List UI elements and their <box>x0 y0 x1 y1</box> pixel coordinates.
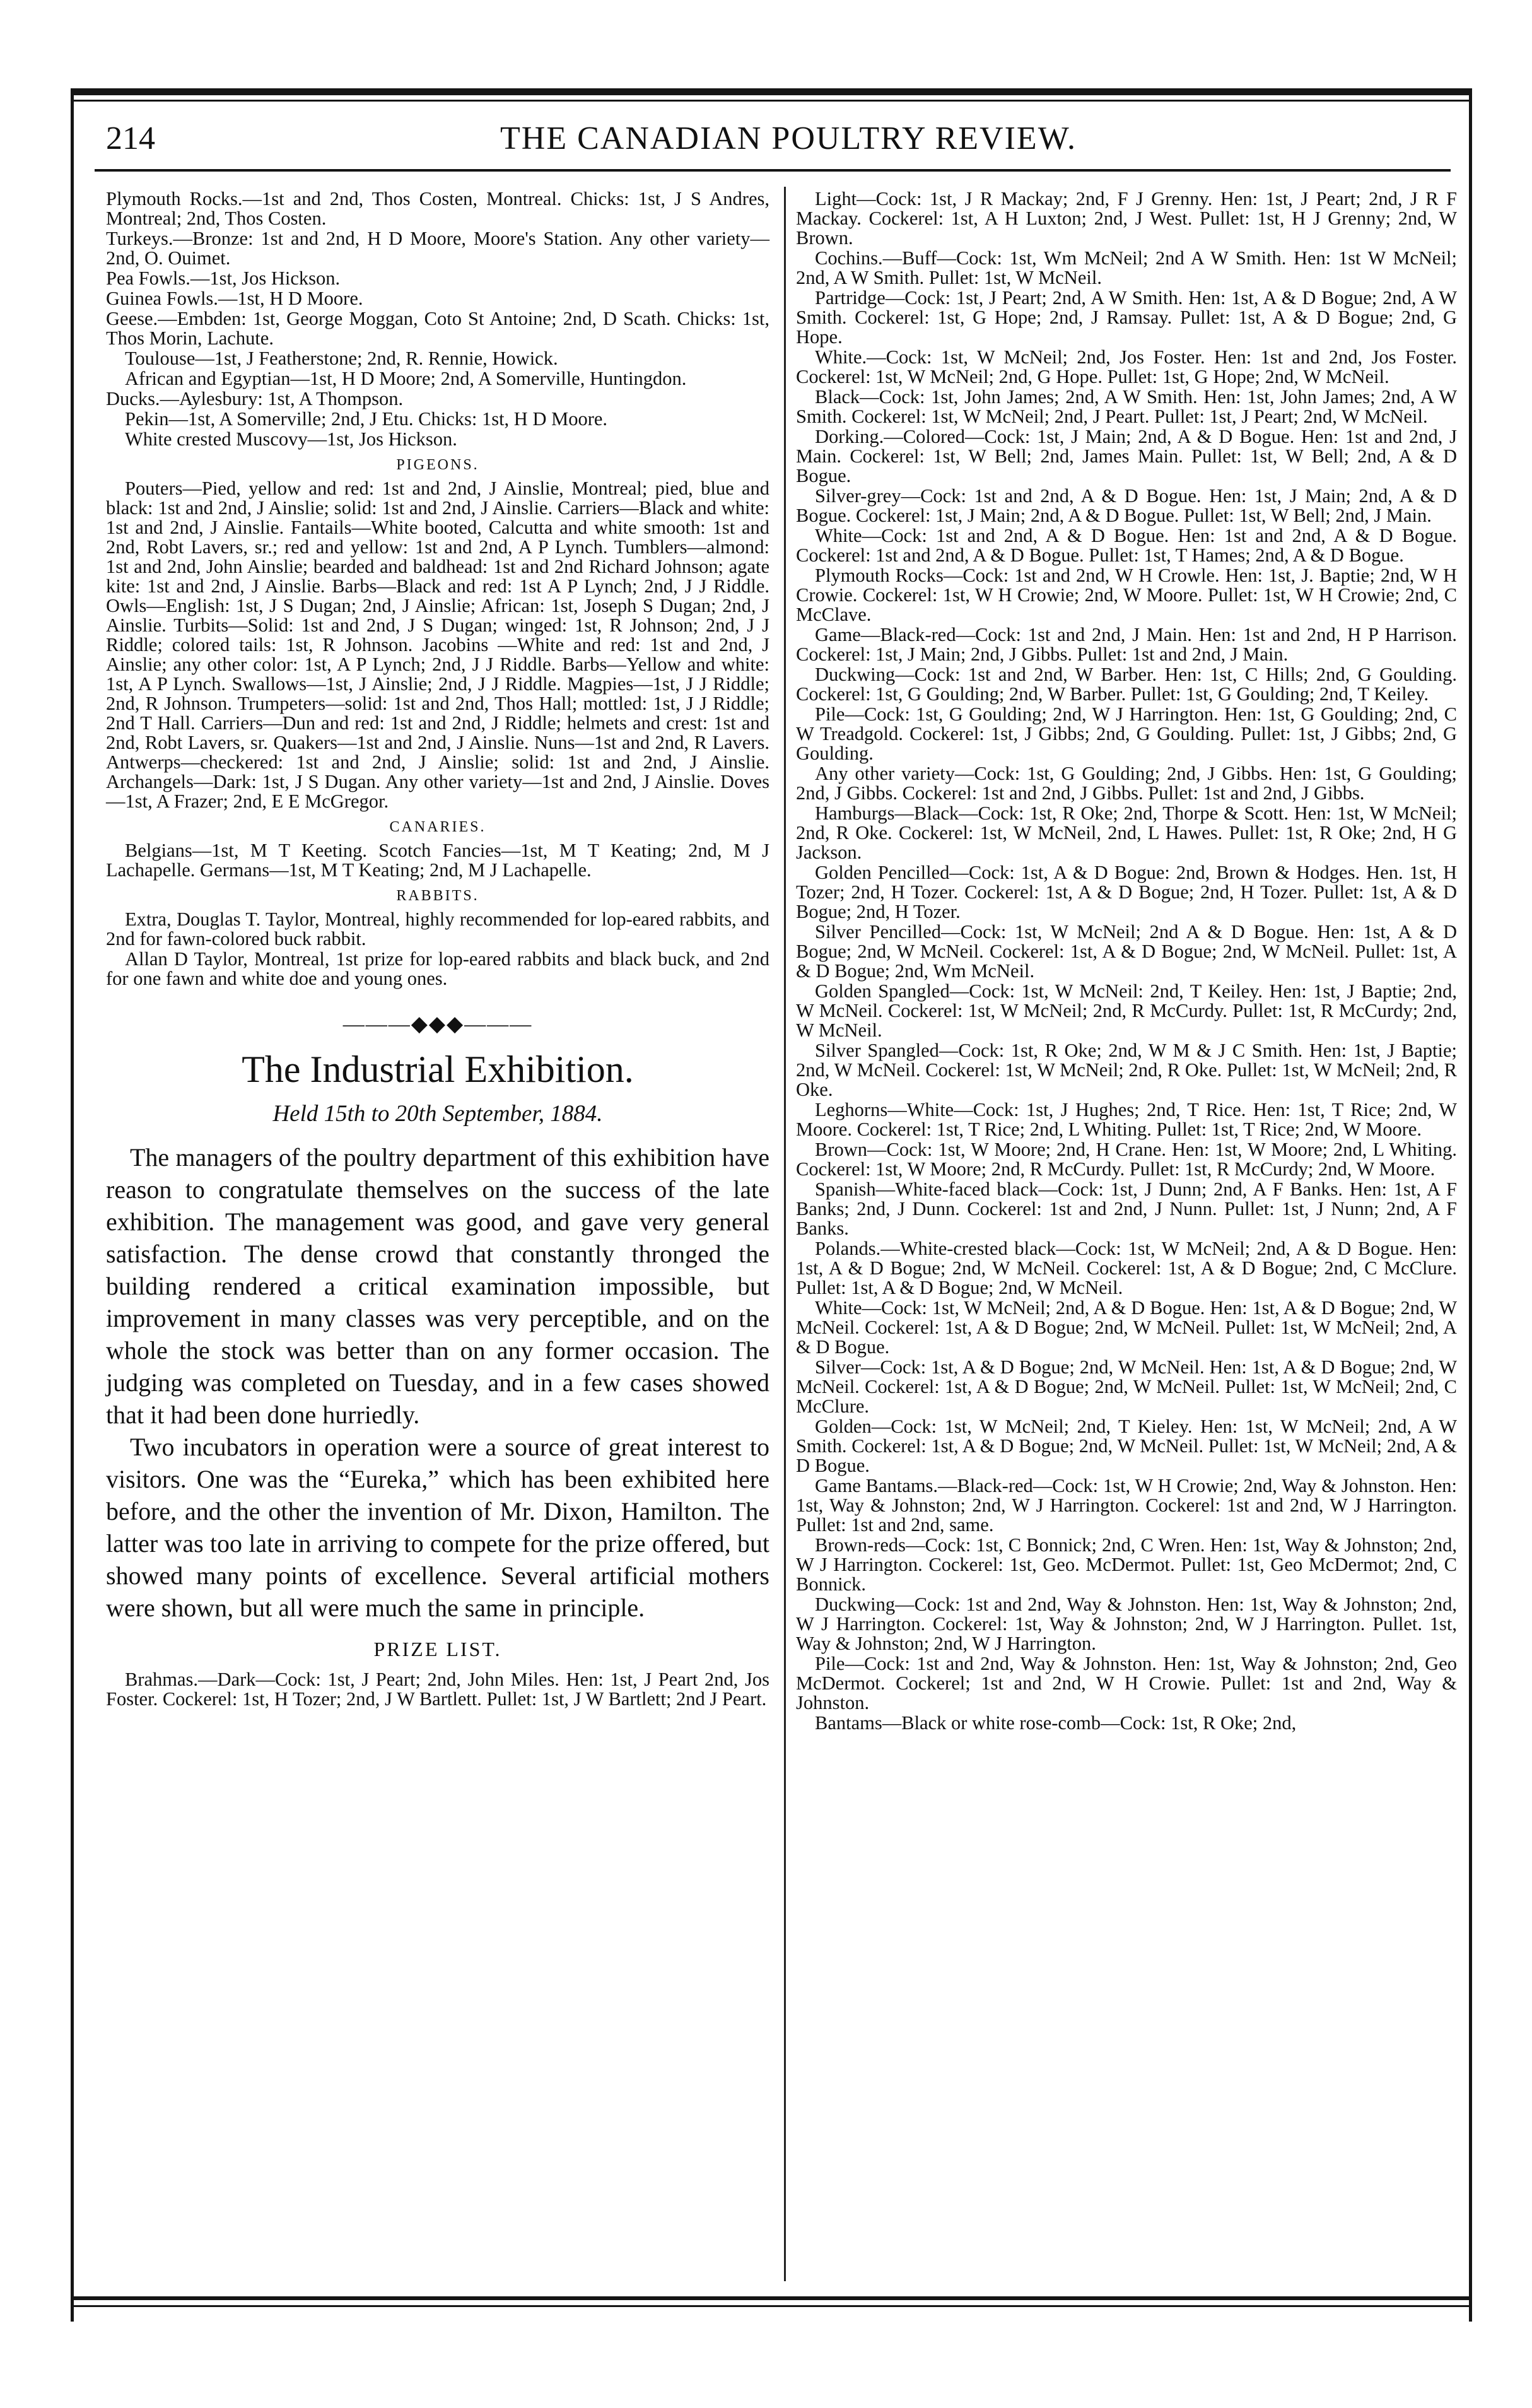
prize-result-paragraph: Silver-grey—Cock: 1st and 2nd, A & D Bogue. Hen: 1st, J Main; 2nd, A & D Bogue. Cockerel: 1st, J Main; 2nd, A & D Bogue. Pullet: 1st, W Bell; 2nd, J Main. <box>796 485 1457 526</box>
prize-result-paragraph: Dorking.—Colored—Cock: 1st, J Main; 2nd, A & D Bogue. Hen: 1st and 2nd, J Main. Cockerel: 1st, W Bell; 2nd, James Main. Pullet: 1st, W Bell; 2nd, A & D Bogue. <box>796 426 1457 486</box>
prize-result-paragraph: Silver Spangled—Cock: 1st, R Oke; 2nd, W M & J C Smith. Hen: 1st, J Baptie; 2nd, W McNeil. Cockerel: 1st, W McNeil; 2nd, R Oke. Pullet: 1st, W McNeil; 2nd, R Oke. <box>796 1040 1457 1100</box>
result-paragraph: Turkeys.—Bronze: 1st and 2nd, H D Moore, Moore's Station. Any other variety—2nd, O. Ouimet. <box>106 228 769 269</box>
result-paragraph: Guinea Fowls.—1st, H D Moore. <box>106 288 363 309</box>
prize-result-paragraph: Light—Cock: 1st, J R Mackay; 2nd, F J Grenny. Hen: 1st, J Peart; 2nd, J R F Mackay. Cockerel: 1st, A H Luxton; 2nd, J West. Pullet: 1st, H J Grenny; 2nd, W Brown. <box>796 188 1457 249</box>
brahmas-text: Brahmas.—Dark—Cock: 1st, J Peart; 2nd, John Miles. Hen: 1st, J Peart 2nd, Jos Foster. Cockerel: 1st, H Tozer; 2nd, J W Bartlett. Pullet: 1st, J W Bartlett; 2nd J Peart. <box>106 1669 769 1710</box>
top-border-rule <box>71 88 1472 95</box>
canaries-section <box>106 841 769 880</box>
result-paragraph: African and Egyptian—1st, H D Moore; 2nd, A Somerville, Huntingdon. <box>125 368 687 389</box>
right-border-rule <box>1469 88 1472 2322</box>
prize-result-paragraph: White.—Cock: 1st, W McNeil; 2nd, Jos Foster. Hen: 1st and 2nd, Jos Foster. Cockerel: 1st, W McNeil; 2nd, G Hope. Pullet: 1st, G Hope; 2nd, W McNeil. <box>796 346 1457 387</box>
prize-results-list <box>796 189 1457 1733</box>
prize-result-paragraph: Duckwing—Cock: 1st and 2nd, Way & Johnston. Hen: 1st, Way & Johnston; 2nd, W J Harrington. Cockerel: 1st, Way & Johnston; 2nd, W J Harrington. Pullet. 1st, Way & Johnston; 2nd, W J Harrington. <box>796 1594 1457 1654</box>
rabbits-paragraph: Allan D Taylor, Montreal, 1st prize for lop-eared rabbits and black buck, and 2nd for one fawn and white doe and young ones. <box>106 948 769 989</box>
prize-result-paragraph: Duckwing—Cock: 1st and 2nd, W Barber. Hen: 1st, C Hills; 2nd, G Goulding. Cockerel: 1st, G Goulding; 2nd, W Barber. Pullet: 1st, G Goulding; 2nd, T Keiley. <box>796 664 1457 705</box>
page-number: 214 <box>106 120 155 156</box>
prize-result-paragraph: Cochins.—Buff—Cock: 1st, Wm McNeil; 2nd A W Smith. Hen: 1st W McNeil; 2nd, A W Smith. Pullet: 1st, W McNeil. <box>796 247 1457 288</box>
article-dateline: Held 15th to 20th September, 1884. <box>272 1101 603 1127</box>
pigeons-section <box>106 479 769 811</box>
result-paragraph: Pea Fowls.—1st, Jos Hickson. <box>106 267 341 289</box>
section-ornament: ———◆◆◆——— <box>342 1013 533 1036</box>
rabbits-paragraph: Extra, Douglas T. Taylor, Montreal, highly recommended for lop-eared rabbits, and 2nd for fawn-colored buck rabbit. <box>106 908 769 949</box>
prize-result-paragraph: Bantams—Black or white rose-comb—Cock: 1st, R Oke; 2nd, <box>815 1712 1297 1734</box>
pigeons-heading: PIGEONS. <box>396 457 479 473</box>
prize-result-paragraph: Partridge—Cock: 1st, J Peart; 2nd, A W Smith. Hen: 1st, A & D Bogue; 2nd, A W Smith. Cockerel: 1st, G Hope; 2nd, J Ramsay. Pullet: 1st, A & D Bogue; 2nd, G Hope. <box>796 287 1457 348</box>
canaries-text: Belgians—1st, M T Keeting. Scotch Fancies—1st, M T Keating; 2nd, M J Lachapelle. Germans—1st, M T Keating; 2nd, M J Lachapelle. <box>106 840 769 881</box>
prize-result-paragraph: White—Cock: 1st, W McNeil; 2nd, A & D Bogue. Hen: 1st, A & D Bogue; 2nd, W McNeil. Cockerel: 1st, A & D Bogue; 2nd, W McNeil. Pullet: 1st, W McNeil; 2nd, A & D Bogue. <box>796 1297 1457 1358</box>
prize-result-paragraph: Spanish—White-faced black—Cock: 1st, J Dunn; 2nd, A F Banks. Hen: 1st, A F Banks; 2nd, J Dunn. Cockerel: 1st and 2nd, J Nunn. Pullet: 1st, J Nunn; 2nd, A F Banks. <box>796 1178 1457 1239</box>
result-paragraph: Plymouth Rocks.—1st and 2nd, Thos Costen, Montreal. Chicks: 1st, J S Andres, Montreal; 2nd, Thos Costen. <box>106 188 769 229</box>
result-paragraph: White crested Muscovy—1st, Jos Hickson. <box>125 428 457 450</box>
running-title: THE CANADIAN POULTRY REVIEW. <box>500 120 1077 156</box>
prize-result-paragraph: Golden Spangled—Cock: 1st, W McNeil: 2nd, T Keiley. Hen: 1st, J Baptie; 2nd, W McNeil. Cockerel: 1st, W McNeil; 2nd, R McCurdy. Pullet: 1st, R McCurdy; 2nd, W McNeil. <box>796 980 1457 1041</box>
article-body <box>106 1141 769 1624</box>
brahmas-section <box>106 1670 769 1709</box>
left-column <box>106 189 769 1710</box>
prize-result-paragraph: Brown-reds—Cock: 1st, C Bonnick; 2nd, C Wren. Hen: 1st, Way & Johnston; 2nd, W J Harrington. Cockerel: 1st, Geo. McDermot. Pullet: 1st, Geo McDermot; 2nd, C Bonnick. <box>796 1534 1457 1595</box>
prize-result-paragraph: Game—Black-red—Cock: 1st and 2nd, J Main. Hen: 1st and 2nd, H P Harrison. Cockerel: 1st, J Main; 2nd, J Gibbs. Pullet: 1st and 2nd, J Main. <box>796 624 1457 665</box>
rabbits-section <box>106 910 769 989</box>
pigeons-text: Pouters—Pied, yellow and red: 1st and 2nd, J Ainslie, Montreal; pied, blue and black: 1st and 2nd, J Ainslie; solid: 1st and 2nd, J Ainslie. Carriers—Black and white: 1st and 2nd, J Ainslie. Fantails—White booted, Calcutta and white smooth: 1st and 2nd, Robt Lavers, sr.; red and yellow: 1st and 2nd, A P Lynch. Tumblers—almond: 1st and 2nd, John Ainslie; bearded and baldhead: 1st and 2nd Richard Johnson; agate kite: 1st and 2nd, J Ainslie. Barbs—Black and red: 1st A P Lynch; 2nd, J J Riddle. Owls—English: 1st, J S Dugan; 2nd, J Ainslie; African: 1st, Joseph S Dugan; 2nd, J Ainslie. Turbits—Solid: 1st and 2nd, J S Dugan; winged: 1st, R Johnson; 2nd, J J Riddle; colored tails: 1st, R Johnson. Jacobins —White and red: 1st and 2nd, J Ainslie; any other color: 1st, A P Lynch; 2nd, J J Riddle. Barbs—Yellow and white: 1st, A P Lynch. Swallows—1st, J Ainslie; 2nd, J J Riddle. Magpies—1st, J J Riddle; 2nd, R Johnson. Trumpeters—solid: 1st and 2nd, Thos Hall; mottled: 1st, J J Riddle; 2nd T Hall. Carriers—Dun and red: 1st and 2nd, J Riddle; helmets and crest: 1st and 2nd, Robt Lavers, sr. Quakers—1st and 2nd, J Ainslie. Nuns—1st and 2nd, R Lavers. Antwerps—checkered: 1st and 2nd, J Ainslie; solid: 1st and 2nd, J Ainslie. Archangels—Dark: 1st, J S Dugan. Any other variety—1st and 2nd, J Ainslie. Doves—1st, A Frazer; 2nd, E E McGregor. <box>106 478 769 812</box>
prize-result-paragraph: White—Cock: 1st and 2nd, A & D Bogue. Hen: 1st and 2nd, A & D Bogue. Cockerel: 1st and 2nd, A & D Bogue. Pullet: 1st, T Hames; 2nd, A & D Bogue. <box>796 525 1457 566</box>
prize-result-paragraph: Game Bantams.—Black-red—Cock: 1st, W H Crowie; 2nd, Way & Johnston. Hen: 1st, Way & Johnston; 2nd, W J Harrington. Cockerel: 1st and 2nd, W J Harrington. Pullet: 1st and 2nd, same. <box>796 1475 1457 1536</box>
article-title: The Industrial Exhibition. <box>242 1048 634 1090</box>
top-border-rule-thin <box>71 100 1472 102</box>
right-column <box>796 189 1457 1734</box>
result-paragraph: Geese.—Embden: 1st, George Moggan, Coto St Antoine; 2nd, D Scath. Chicks: 1st, Thos Morin, Lachute. <box>106 308 769 349</box>
article-paragraph: The managers of the poultry department of this exhibition have reason to congratulate themselves on the success of the late exhibition. The management was good, and gave very general satisfaction. The dense crowd that constantly thronged the building rendered a critical examination impossible, but improvement in many classes was very perceptible, and on the whole the stock was better than on any former occasion. The judging was completed on Tuesday, and in a few cases showed that it had been done hurriedly. <box>106 1143 769 1429</box>
prize-result-paragraph: Golden—Cock: 1st, W McNeil; 2nd, T Kieley. Hen: 1st, W McNeil; 2nd, A W Smith. Cockerel: 1st, A & D Bogue; 2nd, W McNeil. Pullet: 1st, W McNeil; 2nd, A & D Bogue. <box>796 1416 1457 1476</box>
prize-result-paragraph: Brown—Cock: 1st, W Moore; 2nd, H Crane. Hen: 1st, W Moore; 2nd, L Whiting. Cockerel: 1st, W Moore; 2nd, R McCurdy. Pullet: 1st, R McCurdy; 2nd, W Moore. <box>796 1139 1457 1180</box>
prize-result-paragraph: Silver Pencilled—Cock: 1st, W McNeil; 2nd A & D Bogue. Hen: 1st, A & D Bogue; 2nd, W McNeil. Cockerel: 1st, A & D Bogue; 2nd, W McNeil. Pullet: 1st, A & D Bogue; 2nd, Wm McNeil. <box>796 921 1457 982</box>
prize-result-paragraph: Golden Pencilled—Cock: 1st, A & D Bogue: 2nd, Brown & Hodges. Hen. 1st, H Tozer; 2nd, H Tozer. Cockerel: 1st, A & D Bogue; 2nd, H Tozer. Pullet: 1st, A & D Bogue; 2nd, H Tozer. <box>796 862 1457 922</box>
left-border-rule <box>71 88 74 2322</box>
result-paragraph: Ducks.—Aylesbury: 1st, A Thompson. <box>106 388 404 409</box>
result-paragraph: Toulouse—1st, J Featherstone; 2nd, R. Rennie, Howick. <box>125 348 558 369</box>
prize-result-paragraph: Pile—Cock: 1st, G Goulding; 2nd, W J Harrington. Hen: 1st, G Goulding; 2nd, C W Treadgold. Cockerel: 1st, J Gibbs; 2nd, G Goulding. Pullet: 1st, J Gibbs; 2nd, G Goulding. <box>796 703 1457 764</box>
canaries-heading: CANARIES. <box>389 819 486 835</box>
prize-result-paragraph: Any other variety—Cock: 1st, G Goulding; 2nd, J Gibbs. Hen: 1st, G Goulding; 2nd, J Gibbs. Cockerel: 1st and 2nd, J Gibbs. Pullet: 1st and 2nd, J Gibbs. <box>796 763 1457 804</box>
article-paragraph: Two incubators in operation were a source of great interest to visitors. One was the “Eureka,” which has been exhibited here before, and the other the invention of Mr. Dixon, Hamilton. The latter was too late in arriving to compete for the prize offered, but showed many points of excellence. Several artificial mothers were shown, but all were much the same in principle. <box>106 1433 769 1622</box>
bottom-border-rule <box>71 2296 1472 2300</box>
prize-list-heading: PRIZE LIST. <box>373 1638 502 1660</box>
prize-result-paragraph: Leghorns—White—Cock: 1st, J Hughes; 2nd, T Rice. Hen: 1st, T Rice; 2nd, W Moore. Cockerel: 1st, T Rice; 2nd, L Whiting. Pullet: 1st, T Rice; 2nd, W Moore. <box>796 1099 1457 1140</box>
result-paragraph: Pekin—1st, A Somerville; 2nd, J Etu. Chicks: 1st, H D Moore. <box>125 408 608 430</box>
prize-result-paragraph: Pile—Cock: 1st and 2nd, Way & Johnston. Hen: 1st, Way & Johnston; 2nd, Geo McDermot. Cockerel; 1st and 2nd, W H Crowie. Pullet: 1st and 2nd, Way & Johnston. <box>796 1653 1457 1713</box>
rabbits-heading: RABBITS. <box>396 888 479 904</box>
prize-result-paragraph: Hamburgs—Black—Cock: 1st, R Oke; 2nd, Thorpe & Scott. Hen: 1st, W McNeil; 2nd, R Oke. Cockerel: 1st, W McNeil, 2nd, L Hawes. Pullet: 1st, R Oke; 2nd, H G Jackson. <box>796 802 1457 863</box>
poultry-results <box>106 189 769 449</box>
prize-result-paragraph: Plymouth Rocks—Cock: 1st and 2nd, W H Crowle. Hen: 1st, J. Baptie; 2nd, W H Crowie. Cockerel: 1st, W H Crowie; 2nd, W Moore. Pullet: 1st, W H Crowie; 2nd, C McClave. <box>796 565 1457 625</box>
column-divider <box>784 187 786 2281</box>
prize-result-paragraph: Silver—Cock: 1st, A & D Bogue; 2nd, W McNeil. Hen: 1st, A & D Bogue; 2nd, W McNeil. Cockerel: 1st, A & D Bogue; 2nd, W McNeil. Pullet: 1st, W McNeil; 2nd, C McClure. <box>796 1356 1457 1417</box>
bottom-border-rule-thin <box>71 2305 1472 2307</box>
prize-result-paragraph: Black—Cock: 1st, John James; 2nd, A W Smith. Hen: 1st, John James; 2nd, A W Smith. Cockerel: 1st, W McNeil; 2nd, J Peart. Pullet: 1st, J Peart; 2nd, W McNeil. <box>796 386 1457 427</box>
prize-result-paragraph: Polands.—White-crested black—Cock: 1st, W McNeil; 2nd, A & D Bogue. Hen: 1st, A & D Bogue; 2nd, W McNeil. Cockerel: 1st, A & D Bogue; 2nd, C McClure. Pullet: 1st, A & D Bogue; 2nd, W McNeil. <box>796 1238 1457 1298</box>
header-rule <box>95 169 1451 172</box>
